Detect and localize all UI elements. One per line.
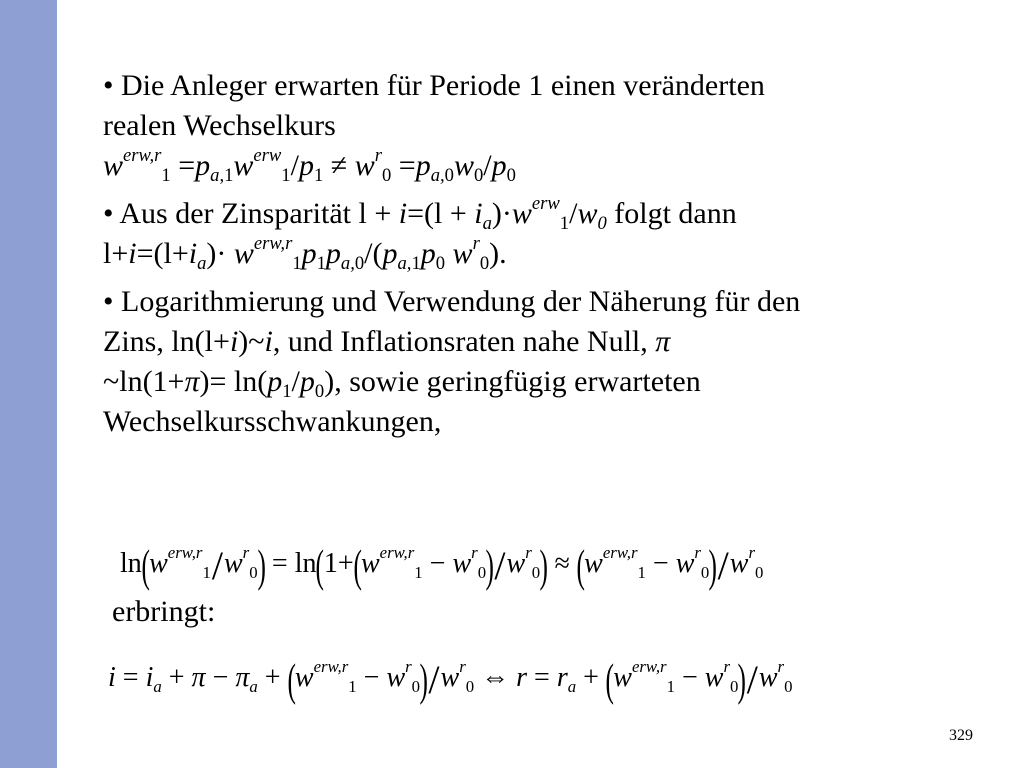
formula-result: $i = i_a + \pi - \pi_a + (w^{erw,r}_1 - w^r_0)/w^r_0$ ⇔ $r = r_a + (w^{erw,r}_1 - w^r_0)/w^r_0$ (108, 653, 793, 705)
paragraph-3-sowie: , sowie geringfügig erwarteten (334, 365, 701, 398)
slide-content (103, 66, 983, 442)
paragraph-3-mid: , und Inflationsraten nahe Null, (272, 325, 648, 358)
paragraph-3-zins: Zins, (103, 325, 164, 358)
formula-expected-real-exchange-rate: $w^{erw,r}_1 =p_{a,1}w^{erw}_1/p_1 \ne w^r_0 =p_{a,0}w_0/p_0$ (103, 145, 516, 186)
paragraph-3-line-1: Logarithmierung und Verwendung der Näherung für den (121, 285, 801, 318)
paragraph-3-line-4: Wechselkursschwankungen, (103, 405, 442, 438)
formula-pi: π (655, 325, 671, 358)
paragraph-1-line-2: realen Wechselkurs (103, 109, 336, 142)
formula-inflation-approximation: ~ln(1+π)= $\ln(p_1/p_0)$ (103, 365, 335, 402)
bullet: • (103, 69, 114, 102)
paragraph-1 (103, 66, 983, 186)
slide-sidebar-accent (0, 0, 57, 768)
paragraph-3 (103, 282, 983, 442)
bullet: • (103, 197, 114, 230)
paragraph-1-line-1: Die Anleger erwarten für Periode 1 einen veränderten (121, 69, 765, 102)
paragraph-2-suffix: folgt dann (614, 197, 737, 230)
formula-interest-parity: $l + i=(l + i_a)\cdot w^{erw}_1/w_0$ (358, 193, 607, 234)
bullet: • (103, 285, 114, 318)
page-number: 329 (949, 727, 973, 744)
formula-log-real-exchange-rate: $\ln(w^{erw,r}_1/w^r_0) = \ln(1+(w^{erw,r}_1 - w^r_0)/w^r_0) \approx (w^{erw,r}_1 - w^r_0)/w^r_0$ (120, 539, 764, 591)
paragraph-2-prefix: Aus der Zinsparität (119, 197, 351, 230)
paragraph-2 (103, 194, 983, 274)
formula-interest-parity-real: $l+i=(l+i_a)\cdot w^{erw,r}_1p_1p_{a,0}/(p_{a,1}p_0$ $w^r_0$). (103, 233, 507, 274)
formula-log-approximation: ln(l+i)~i (171, 325, 273, 358)
erbringt-label: erbringt: (112, 595, 216, 628)
